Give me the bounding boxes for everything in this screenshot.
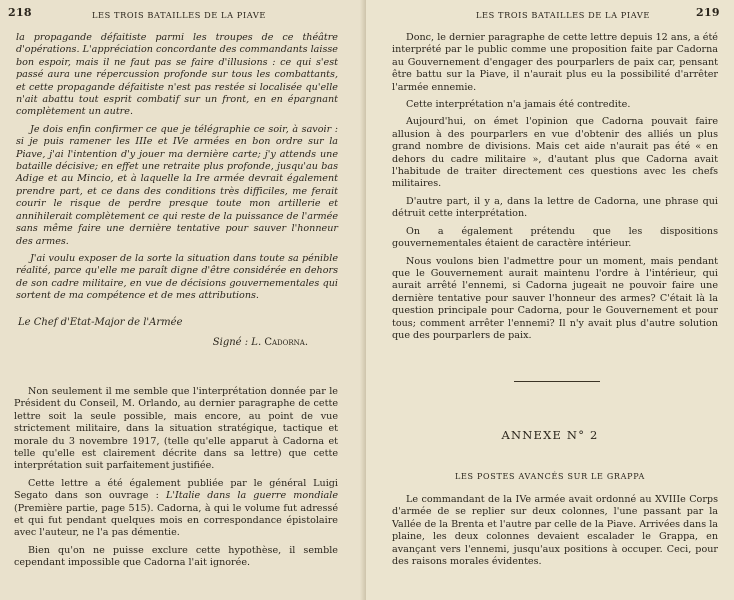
left-running-head: LES TROIS BATAILLES DE LA PIAVE: [92, 10, 266, 20]
right-paragraph-3: Aujourd'hui, on émet l'opinion que Cadorna pouvait faire allusion à des pourparlers en vue d'obtenir des alliés un plus grand nombre de divisions. Mais cet aide n'aurait pas été « en dehors du cadre militaire », d'autant plus que Cadorna avait l'habitude de traiter directement ces questions avec les chefs militaires.: [392, 116, 718, 190]
commentary-paragraph-2: Cette lettre a été également publiée par le général Luigi Segato dans son ouvrage : L'Italie dans la guerre mondiale (Première partie, page 515). Cadorna, à qui le volume fut adressé et qui fut pendant quelques mois en correspondance épistolaire avec l'auteur, ne l'a pas démentie.: [14, 477, 338, 539]
left-body-bottom: [14, 386, 338, 575]
letter-paragraph-3: J'ai voulu exposer de la sorte la situation dans toute sa pénible réalité, parce qu'elle me paraît digne d'être considérée en dehors de son cadre militaire, en vue de décisions gouvernementales qui sortent de ma compétence et de mes attributions.: [16, 252, 338, 302]
annexe-subtitle: LES POSTES AVANCÉS SUR LE GRAPPA: [454, 472, 646, 481]
section-divider: [514, 381, 600, 382]
annexe-body: [392, 494, 718, 573]
annexe-title: ANNEXE N° 2: [501, 428, 599, 442]
right-paragraph-5: On a également prétendu que les dispositions gouvernementales étaient de caractère intérieur.: [392, 225, 718, 250]
right-page: [366, 0, 734, 600]
right-body: [392, 32, 718, 347]
signature-line: Signé : L. Cadorna.: [212, 336, 308, 348]
left-page: [0, 0, 365, 600]
letter-paragraph-1: la propagande défaitiste parmi les troupes de ce théâtre d'opérations. L'appréciation concordante des commandants laisse bon espoir, mais il ne faut pas se faire d'illusions : ce qui s'est passé aura une répercussion profonde sur tous les combattants, et cette propagande défaitiste n'est pas restée si localisée qu'elle n'ait abattu tout esprit combatif sur un front, en en épargnant complètement un autre.: [16, 32, 338, 118]
signature-title: Le Chef d'Etat-Major de l'Armée: [18, 316, 183, 328]
right-paragraph-1: Donc, le dernier paragraphe de cette lettre depuis 12 ans, a été interprété par le public comme une proposition faite par Cadorna au Gouvernement d'engager des pourparlers de paix car, pensant être battu sur la Piave, il n'aurait plus eu la possibilité d'arrêter l'armée ennemie.: [392, 32, 718, 93]
commentary-paragraph-3: Bien qu'on ne puisse exclure cette hypothèse, il semble cependant impossible que Cadorna l'ait ignorée.: [14, 544, 338, 569]
right-paragraph-4: D'autre part, il y a, dans la lettre de Cadorna, une phrase qui détruit cette interprétation.: [392, 195, 718, 220]
right-paragraph-6: Nous voulons bien l'admettre pour un moment, mais pendant que le Gouvernement aurait maintenu l'ordre à l'intérieur, qui aurait arrêté l'ennemi, si Cadorna jugeait ne pouvoir faire une dernière tentative pour sauver l'honneur des armes? C'était là la question principale pour Cadorna, pour le Gouvernement et pour tous; comment arrêter l'ennemi? Il n'y avait plus d'autre solution que des pourparlers de paix.: [392, 255, 718, 341]
commentary-paragraph-1: Non seulement il me semble que l'interprétation donnée par le Président du Conseil, M. Orlando, au dernier paragraphe de cette lettre soit la seule possible, mais encore, au point de vue strictement militaire, dans la situation stratégique, tactique et morale du 3 novembre 1917, (telle qu'elle apparut à Cadorna et telle qu'elle est clairement décrite dans sa lettre) que cette interprétation suit parfaitement justifiée.: [14, 386, 338, 472]
left-page-number: 218: [8, 6, 32, 19]
right-running-head: LES TROIS BATAILLES DE LA PIAVE: [476, 10, 650, 20]
right-page-number: 219: [696, 6, 720, 19]
left-body-top: [16, 32, 338, 349]
annexe-paragraph: Le commandant de la IVe armée avait ordonné au XVIIIe Corps d'armée de se replier sur deux colonnes, l'une passant par la Vallée de la Brenta et l'autre par celle de la Piave. Arrivées dans la plaine, les deux colonnes devaient escalader le Grappa, en avançant vers l'ennemi, jusqu'aux positions à occuper. Ceci, pour des raisons morales évidentes.: [392, 494, 718, 568]
right-paragraph-2: Cette interprétation n'a jamais été contredite.: [406, 99, 631, 111]
letter-paragraph-2: Je dois enfin confirmer ce que je télégraphie ce soir, à savoir : si je puis ramener les IIIe et IVe armées en bon ordre sur la Piave, j'ai l'intention d'y jouer ma dernière carte; j'y attends une bataille décisive; en effet une retraite plus profonde, jusqu'au bas Adige et au Mincio, et à laquelle la Ire armée devrait également prendre part, et ce dans des conditions très difficiles, me ferait courir le risque de perdre presque toute mon artillerie et annihilerait complètement ce qui reste de la puissance de l'armée sans même faire une dernière tentative pour sauver l'honneur des armes.: [16, 123, 338, 247]
